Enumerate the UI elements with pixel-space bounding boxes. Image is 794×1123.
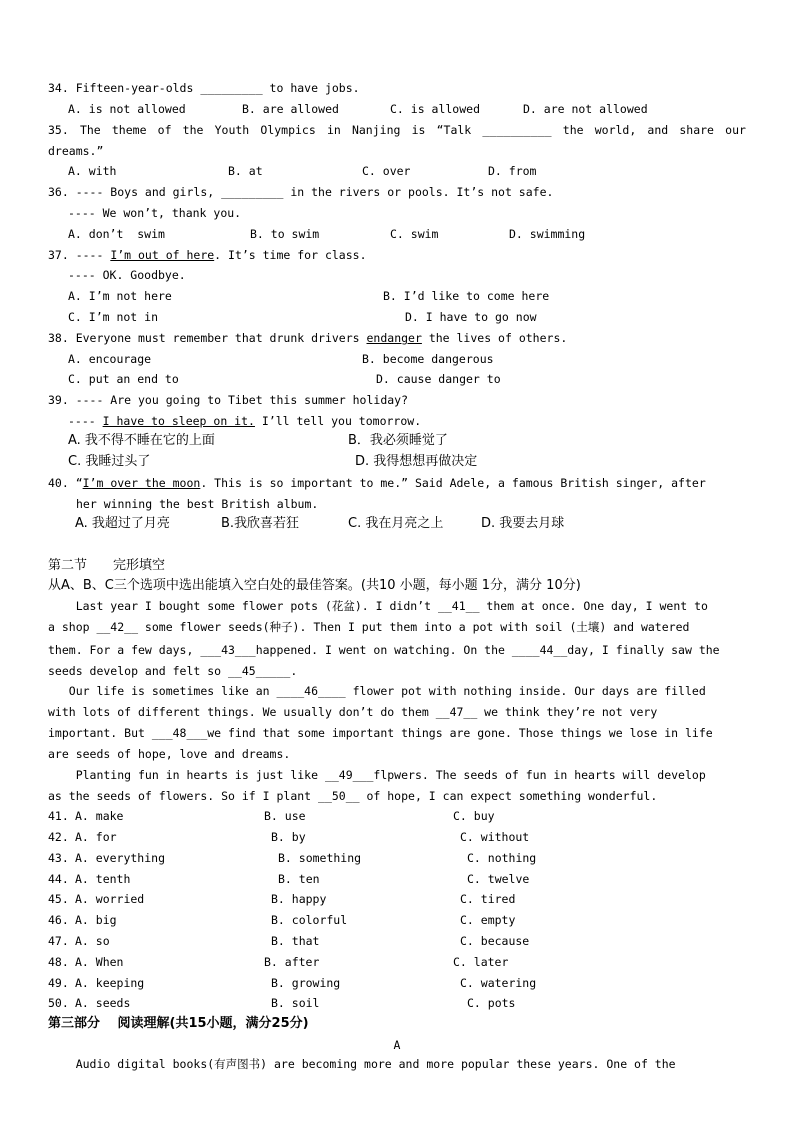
passage-p2-line4: are seeds of hope, love and dreams. [48,747,291,761]
cloze-option-b: B. growing [271,976,341,990]
cloze-option-b: B. that [271,934,320,948]
cloze-number: 41. [48,809,69,823]
q35-stem-line1 [48,120,746,141]
q38-prefix: 38. Everyone must remember that drunk drivers [48,331,367,345]
section2-title: 第二节 完形填空 [48,558,166,573]
q38-options-row2 [48,369,748,390]
cloze-option-a: A. so [75,934,110,948]
cloze-option-c: C. nothing [467,851,537,865]
cloze-option-a: A. make [75,809,124,823]
passage-line: with lots of different things. We usually don’t do them __47__ we think they’re not very [48,705,658,719]
cloze-number: 47. [48,934,69,948]
cloze-number: 44. [48,872,69,886]
q37-underlined-phrase: I’m out of here [110,248,215,262]
cloze-option-c: C. empty [460,913,516,927]
q35-word: “Talk [436,123,472,137]
part3-first-line [48,1054,746,1075]
q38-underlined-word: endanger [366,331,422,345]
q40-option-b: B.我欣喜若狂 [221,516,300,531]
q35-word: Olympics [260,123,316,137]
q35-word: 35. [48,123,69,137]
cloze-option-c: C. tired [460,892,516,906]
q38-stem [48,328,567,349]
passage-p2-line1 [48,681,746,702]
q35-stem-line2: dreams.” [48,144,104,158]
q40-prefix: 40. “ [48,476,83,490]
q34-option-a: A. is not allowed [68,102,186,116]
q37-suffix: . It’s time for class. [214,248,367,262]
cloze-option-a: A. worried [75,892,145,906]
q39-option-b: B．我必须睡觉了 [348,433,448,448]
q39-option-d: D. 我得想想再做决定 [355,454,478,469]
cloze-option-a: A. for [75,830,117,844]
q35-word: __________ [482,123,552,137]
q37-option-d: D. I have to go now [405,310,537,324]
cloze-number: 49. [48,976,69,990]
cloze-option-b: B. use [264,809,306,823]
passage-p1-line1 [48,596,746,617]
q35-word: share [679,123,714,137]
cloze-number: 43. [48,851,69,865]
q36-option-d: D. swimming [509,227,586,241]
passage-p2-line2 [48,702,746,723]
q36-option-c: C. swim [390,227,439,241]
cloze-option-b: B. soil [271,996,320,1010]
passage-line: Last year I bought some flower pots (花盆). I didn’t __41__ them at once. One day, I went to [48,599,708,613]
part3-title: 第三部分 阅读理解(共15小题，满分25分) [48,1016,309,1031]
q38-option-b: B. become dangerous [362,352,494,366]
cloze-option-a: A. keeping [75,976,145,990]
cloze-option-row [48,889,748,910]
q38-suffix: the lives of others. [421,331,568,345]
passage-p1-line4: seeds develop and felt so __45_____. [48,664,298,678]
q35-options [48,161,748,182]
cloze-option-a: A. seeds [75,996,131,1010]
q34-option-c: C. is allowed [390,102,481,116]
q36-options [48,224,748,245]
q34-stem: 34. Fifteen-year-olds _________ to have jobs. [48,81,360,95]
passage-line: them. For a few days, ___43___happened. I went on watching. On the ____44__day, I finally saw the [48,643,720,657]
cloze-option-c: C. twelve [467,872,530,886]
cloze-option-row [48,973,748,994]
q35-option-a: A. with [68,164,117,178]
q35-word: theme [111,123,147,137]
q37-option-a: A. I’m not here [68,289,172,303]
q35-word: in [326,123,341,137]
passage-p3-line1 [48,765,746,786]
q39-options-row1 [48,430,748,451]
passage-p1-line2 [48,617,746,638]
q35-word: and [647,123,669,137]
cloze-number: 48. [48,955,69,969]
q39-option-c: C. 我睡过头了 [68,454,151,469]
q35-word: world, [594,123,637,137]
cloze-number: 42. [48,830,69,844]
cloze-option-row [48,806,748,827]
cloze-option-a: A. tenth [75,872,131,886]
passage-label: A [393,1038,401,1052]
cloze-option-b: B. something [278,851,362,865]
q38-option-a: A. encourage [68,352,152,366]
q39-reply-suffix: I’ll tell you tomorrow. [254,414,422,428]
q39-stem: 39. ---- Are you going to Tibet this summer holiday? [48,393,409,407]
cloze-option-c: C. without [460,830,530,844]
passage-line: Audio digital books(有声图书) are becoming more and more popular these years. One of the [48,1057,676,1071]
cloze-option-a: A. everything [75,851,166,865]
cloze-number: 46. [48,913,69,927]
q37-reply: ---- OK. Goodbye. [68,268,186,282]
q38-option-d: D. cause danger to [376,372,501,386]
cloze-option-b: B. happy [271,892,327,906]
q40-option-d: D. 我要去月球 [481,516,565,531]
q35-word: Nanjing [351,123,401,137]
q35-option-c: C. over [362,164,411,178]
q34-option-b: B. are allowed [242,102,339,116]
q39-option-a: A. 我不得不睡在它的上面 [68,433,215,448]
q40-suffix: . This is so important to me.” Said Adele, a famous British singer, after [200,476,706,490]
cloze-option-b: B. after [264,955,320,969]
q35-word: The [79,123,101,137]
cloze-option-c: C. because [460,934,530,948]
q36-reply: ---- We won’t, thank you. [68,206,242,220]
cloze-option-row [48,869,748,890]
q40-option-a: A. 我超过了月亮 [75,516,170,531]
q38-options-row1 [48,349,748,370]
q37-option-b: B. I’d like to come here [383,289,550,303]
cloze-option-row [48,910,748,931]
q36-stem: 36. ---- Boys and girls, _________ in the rivers or pools. It’s not safe. [48,185,554,199]
cloze-option-b: B. by [271,830,306,844]
cloze-option-c: C. watering [460,976,537,990]
q35-word: of [157,123,172,137]
passage-line: Planting fun in hearts is just like __49___flpwers. The seeds of fun in hearts will develop [48,768,706,782]
q40-underlined-phrase: I’m over the moon [82,476,201,490]
cloze-option-b: B. ten [278,872,320,886]
q35-word: is [411,123,426,137]
passage-line: a shop __42__ some flower seeds(种子). Then I put them into a pot with soil (土壤) and watered [48,620,690,634]
q40-option-c: C. 我在月亮之上 [348,516,444,531]
q35-word: Youth [214,123,250,137]
q37-options-row2 [48,307,748,328]
q40-options [48,513,748,534]
q35-word: our [725,123,746,137]
q40-stem-line2: her winning the best British album. [76,497,319,511]
passage-p1-line3 [48,640,746,661]
cloze-option-row [48,848,748,869]
cloze-option-row [48,993,748,1014]
q36-option-b: B. to swim [250,227,320,241]
passage-p2-line3 [48,723,746,744]
q39-reply-prefix: ---- [68,414,103,428]
q40-stem [48,473,706,494]
q35-option-b: B. at [228,164,263,178]
section2-instruction: 从A、B、C三个选项中选出能填入空白处的最佳答案。(共10 小题，每小题 1分，满分 10分) [48,578,581,593]
cloze-option-row [48,952,748,973]
q34-options [48,99,748,120]
q34-option-d: D. are not allowed [523,102,648,116]
cloze-option-a: A. When [75,955,124,969]
passage-line: Our life is sometimes like an ____46____ flower pot with nothing inside. Our days are filled [48,684,706,698]
cloze-option-row [48,931,748,952]
q37-option-c: C. I’m not in [68,310,159,324]
q39-reply [68,411,421,432]
q35-option-d: D. from [488,164,537,178]
q37-stem [48,245,367,266]
cloze-number: 50. [48,996,69,1010]
cloze-option-a: A. big [75,913,117,927]
q38-option-c: C. put an end to [68,372,179,386]
q37-options-row1 [48,286,748,307]
cloze-number: 45. [48,892,69,906]
cloze-option-c: C. later [453,955,509,969]
passage-p3-line2: as the seeds of flowers. So if I plant __50__ of hope, I can expect something wonderful. [48,789,658,803]
q35-word: the [182,123,204,137]
q36-option-a: A. don’t swim [68,227,165,241]
cloze-option-row [48,827,748,848]
cloze-option-c: C. buy [453,809,495,823]
q39-underlined-phrase: I have to sleep on it. [102,414,255,428]
q39-options-row2 [48,451,748,472]
q37-prefix: 37. ---- [48,248,111,262]
cloze-option-b: B. colorful [271,913,348,927]
q35-word: the [562,123,584,137]
passage-line: important. But ___48___we find that some important things are gone. Those things we lose in life [48,726,713,740]
cloze-option-c: C. pots [467,996,516,1010]
